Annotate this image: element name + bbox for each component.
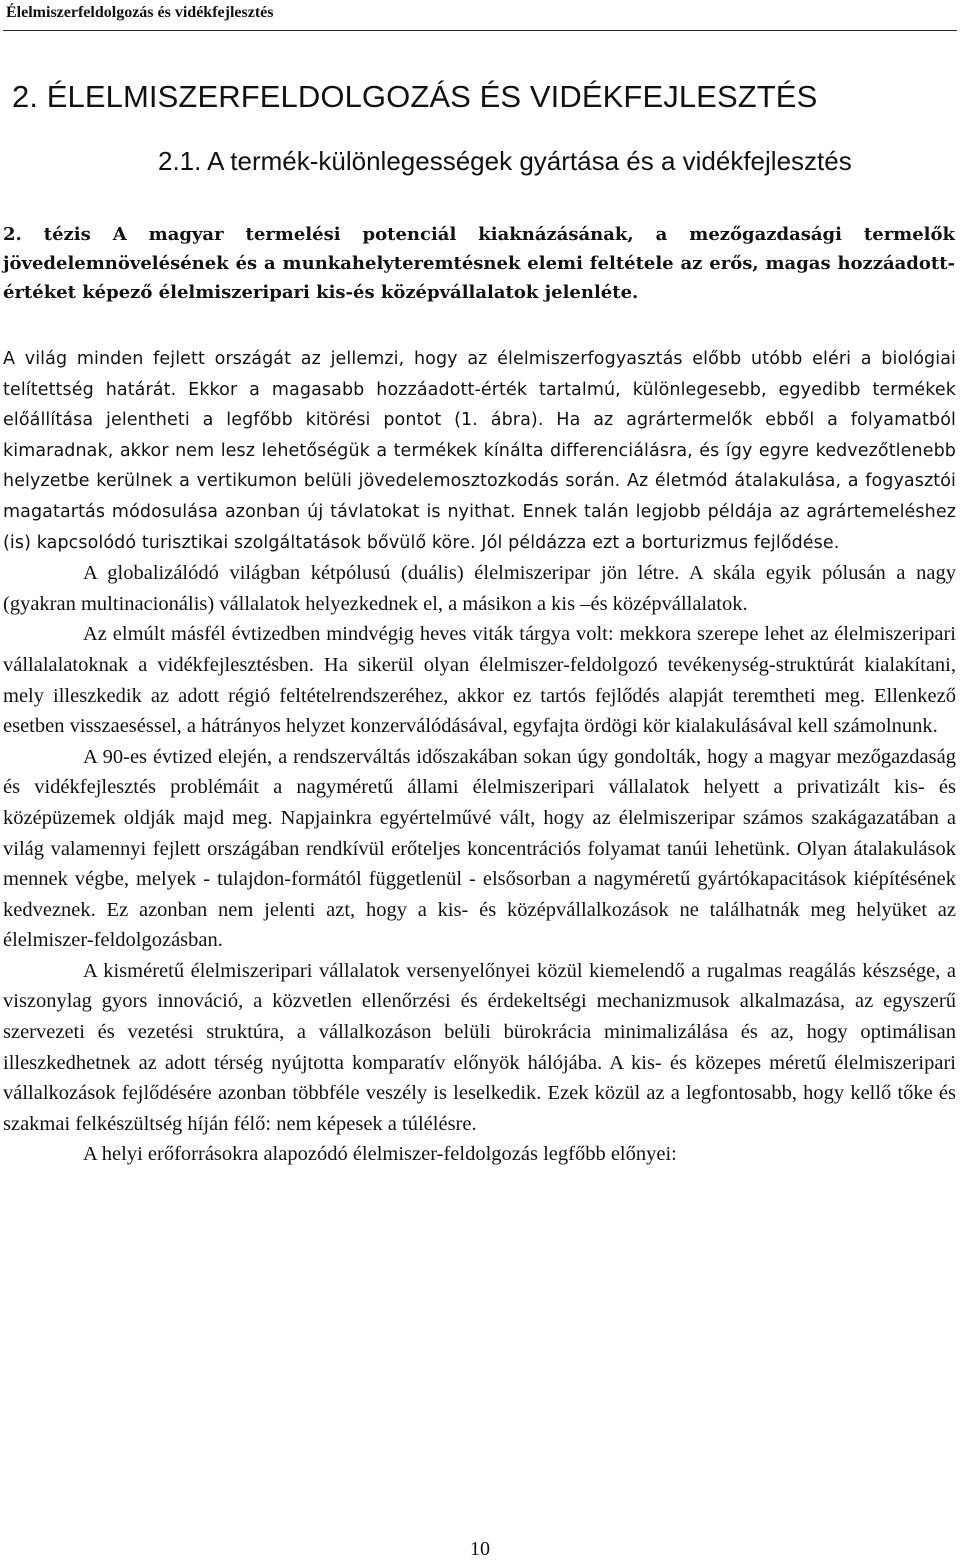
body-text bbox=[3, 344, 956, 1170]
paragraph: A kisméretű élelmiszeripari vállalatok versenyelőnyei közül kiemelendő a rugalmas reagálás készsége, a viszonylag gyors innováció, a közvetlen ellenőrzési és érdekeltségi mechanizmusok alkalmazása, az egyszerű szervezeti és vezetési struktúra, a vállalkozáson belüli bürokrácia minimalizálása és az, hogy optimálisan illeszkedhetnek az adott térség nyújtotta komparatív előnyök hálójába. A kis- és közepes méretű élelmiszeripari vállalkozások fejlődésére azonban többféle veszély is leselkedik. Ezek közül az a legfontosabb, hogy kellő tőke és szakmai felkészültség híján félő: nem képesek a túlélésre. bbox=[3, 959, 956, 1135]
paragraph: A globalizálódó világban kétpólusú (duális) élelmiszeripar jön létre. A skála egyik pólusán a nagy (gyakran multinacionális) vállalatok helyezkednek el, a másikon a kis –és középvállalatok. bbox=[3, 562, 956, 615]
section-title: 2.1. A termék-különlegességek gyártása és a vidékfejlesztés bbox=[158, 146, 852, 176]
header-divider bbox=[3, 30, 957, 31]
thesis-statement: 2. tézis A magyar termelési potenciál kiaknázásának, a mezőgazdasági termelők jövedelemnövelésének és a munkahelyteremtésnek elemi feltétele az erős, magas hozzáadott-értéket képező élelmiszeripari kis-és középvállalatok jelenléte. bbox=[3, 224, 955, 303]
running-header: Élelmiszerfeldolgozás és vidékfejlesztés bbox=[6, 4, 274, 21]
chapter-title: 2. ÉLELMISZERFELDOLGOZÁS ÉS VIDÉKFEJLESZTÉS bbox=[12, 79, 818, 114]
paragraph: A helyi erőforrásokra alapozódó élelmiszer-feldolgozás legfőbb előnyei: bbox=[83, 1143, 677, 1166]
page-number: 10 bbox=[470, 1538, 490, 1560]
paragraph: A világ minden fejlett országát az jellemzi, hogy az élelmiszerfogyasztás előbb utóbb eléri a biológiai telítettség határát. Ekkor a magasabb hozzáadott-érték tartalmú, különlegesebb, egyedibb termékek előállítása jelentheti a legfőbb kitörési pontot (1. ábra). Ha az agrártermelők ebből a folyamatból kimaradnak, akkor nem lesz lehetőségük a termékek kínálta differenciálásra, és így egyre kedvezőtlenebb helyzetbe kerülnek a vertikumon belüli jövedelemosztozkodás során. Az életmód átalakulása, a fogyasztói magatartás módosulása azonban új távlatokat is nyithat. Ennek talán legjobb példája az agrártemeléshez (is) kapcsolódó turisztikai szolgáltatások bővülő köre. Jól példázza ezt a borturizmus fejlődése. bbox=[3, 349, 956, 553]
paragraph: Az elmúlt másfél évtizedben mindvégig heves viták tárgya volt: mekkora szerepe lehet az élelmiszeripari vállalalatoknak a vidékfejlesztésben. Ha sikerül olyan élelmiszer-feldolgozó tevékenység-struktúrát kialakítani, mely illeszkedik az adott régió feltételrendszeréhez, akkor ez tartós fejlődés alapját teremtheti meg. Ellenkező esetben visszaeséssel, a hátrányos helyzet konzerválódásával, egyfajta ördögi kör kialakulásával kell számolnunk. bbox=[3, 623, 956, 738]
paragraph: A 90-es évtized elején, a rendszerváltás időszakában sokan úgy gondolták, hogy a magyar mezőgazdaság és vidékfejlesztés problémáit a nagyméretű állami élelmiszeripari vállalatok helyett a privatizált kis- és középüzemek oldják majd meg. Napjainkra egyértelművé vált, hogy az élelmiszeripar számos szakágazatában a világ valamennyi fejlett országában rendkívül erőteljes koncentrációs folyamat tanúi lehetünk. Olyan átalakulások mennek végbe, melyek - tulajdon-formától függetlenül - elsősorban a nagyméretű gyártókapacitások kiépítésének kedveznek. Ez azonban nem jelenti azt, hogy a kis- és középvállalkozások ne találhatnák meg helyüket az élelmiszer-feldolgozásban. bbox=[3, 745, 956, 952]
